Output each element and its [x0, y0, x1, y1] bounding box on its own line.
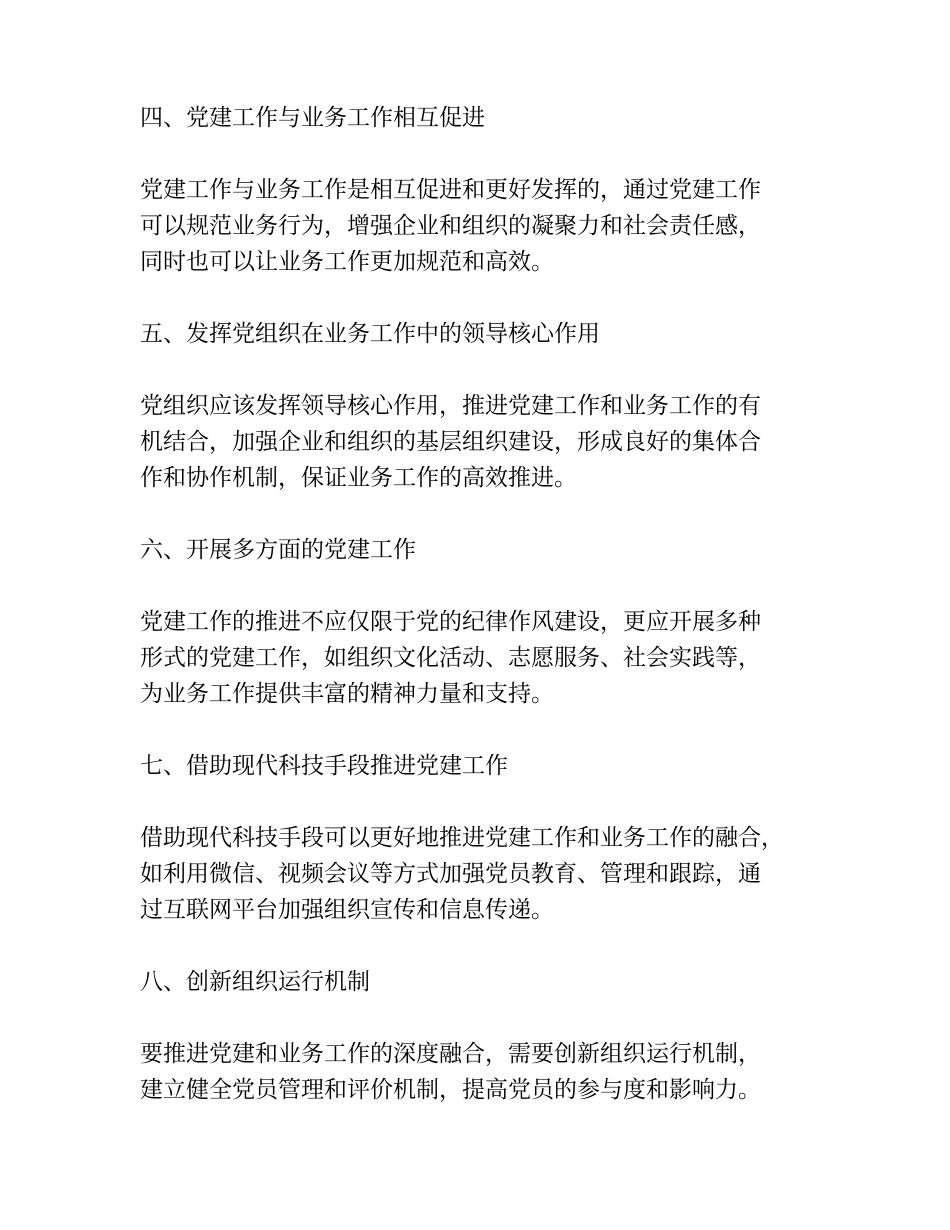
paragraph-line: 过互联网平台加强组织宣传和信息传递。: [140, 897, 554, 923]
section-paragraph-7: [140, 820, 840, 928]
document-body: [140, 100, 840, 1144]
section-heading-5: 五、发挥党组织在业务工作中的领导核心作用: [140, 321, 600, 347]
paragraph-line: 要推进党建和业务工作的深度融合，需要创新组织运行机制，: [140, 1041, 761, 1067]
paragraph-line: 作和协作机制，保证业务工作的高效推进。: [140, 465, 577, 491]
paragraph-line: 建立健全党员管理和评价机制，提高党员的参与度和影响力。: [140, 1077, 761, 1103]
section-paragraph-5: [140, 388, 840, 496]
section-heading-8: 八、创新组织运行机制: [140, 969, 370, 995]
section-heading-4: 四、党建工作与业务工作相互促进: [140, 105, 485, 131]
section-heading-7: 七、借助现代科技手段推进党建工作: [140, 753, 508, 779]
paragraph-line: 借助现代科技手段可以更好地推进党建工作和业务工作的融合，: [140, 825, 784, 851]
paragraph-line: 同时也可以让业务工作更加规范和高效。: [140, 249, 554, 275]
paragraph-line: 党组织应该发挥领导核心作用，推进党建工作和业务工作的有: [140, 393, 761, 419]
section-paragraph-6: [140, 604, 840, 712]
section-paragraph-8: [140, 1036, 840, 1108]
paragraph-line: 机结合，加强企业和组织的基层组织建设，形成良好的集体合: [140, 429, 761, 455]
paragraph-line: 党建工作的推进不应仅限于党的纪律作风建设，更应开展多种: [140, 609, 761, 635]
paragraph-line: 为业务工作提供丰富的精神力量和支持。: [140, 681, 554, 707]
paragraph-line: 形式的党建工作，如组织文化活动、志愿服务、社会实践等，: [140, 645, 761, 671]
section-paragraph-4: [140, 172, 840, 280]
paragraph-line: 党建工作与业务工作是相互促进和更好发挥的，通过党建工作: [140, 177, 761, 203]
paragraph-line: 可以规范业务行为，增强企业和组织的凝聚力和社会责任感，: [140, 213, 761, 239]
paragraph-line: 如利用微信、视频会议等方式加强党员教育、管理和跟踪，通: [140, 861, 761, 887]
section-heading-6: 六、开展多方面的党建工作: [140, 537, 416, 563]
